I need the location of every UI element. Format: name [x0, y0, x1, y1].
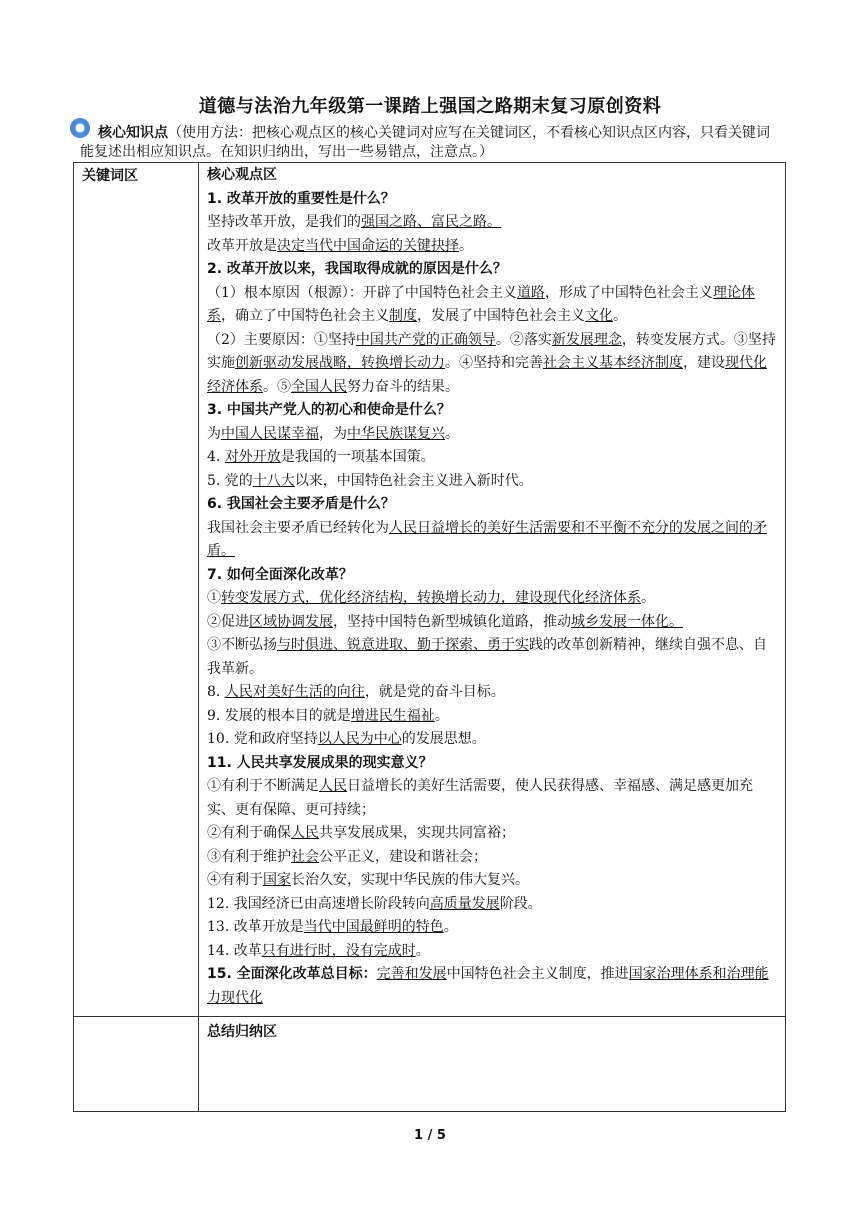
question-3: 3. 中国共产党人的初心和使命是什么？	[207, 402, 451, 418]
question-6: 6. 我国社会主要矛盾是什么？	[207, 496, 395, 512]
question-1: 1. 改革开放的重要性是什么？	[207, 190, 395, 207]
point-9: 9. 发展的根本目的就是增进民生福祉。	[207, 707, 449, 724]
point-12: 12. 我国经济已由高速增长阶段转向高质量发展阶段。	[207, 895, 542, 912]
answer-7-item-1: ①转变发展方式，优化经济结构，转换增长动力，建设现代化经济体系。	[207, 590, 655, 606]
document-title: 道德与法治九年级第一课踏上强国之路期末复习原创资料	[198, 96, 662, 117]
intro-block	[80, 124, 780, 162]
summary-area	[199, 1017, 786, 1112]
summary-header: 总结归纳区	[207, 1024, 277, 1040]
point-14: 14. 改革只有进行时，没有完成时。	[207, 942, 430, 959]
answer-2-main-causes: （2）主要原因：①坚持中国共产党的正确领导。②落实新发展理念，转变发展方式。③坚持实施创新驱动发展战略，转换增长动力。④坚持和完善社会主义基本经济制度，建设现代化经济体系。⑤全国人民努力奋斗的结果。	[207, 331, 776, 395]
page-number: 1 / 5	[414, 1128, 446, 1143]
answer-11-item-2: ②有利于确保人民共享发展成果，实现共同富裕；	[207, 825, 515, 841]
point-4: 4. 对外开放是我国的一项基本国策。	[207, 449, 435, 465]
intro-lead: 核心知识点	[98, 125, 168, 141]
answer-6: 我国社会主要矛盾已经转化为人民日益增长的美好生活需要和不平衡不充分的发展之间的矛盾。	[207, 519, 767, 559]
keyword-column	[74, 163, 199, 1017]
question-7: 7. 如何全面深化改革？	[207, 566, 353, 583]
answer-7-item-3: ③不断弘扬与时俱进、锐意进取、勤于探索、勇于实践的改革创新精神，继续自强不息、自我革新。	[207, 637, 767, 677]
answer-11-item-4: ④有利于国家长治久安，实现中华民族的伟大复兴。	[207, 872, 529, 888]
answer-11-item-1: ①有利于不断满足人民日益增长的美好生活需要，使人民获得感、幸福感、满足感更加充实、更有保障、更可持续；	[207, 778, 753, 818]
point-13: 13. 改革开放是当代中国最鲜明的特色。	[207, 919, 458, 935]
question-11: 11. 人民共享发展成果的现实意义？	[207, 754, 433, 771]
circle-bullet-icon	[70, 118, 90, 138]
answer-1-line-1: 坚持改革开放，是我们的强国之路、富民之路。	[207, 214, 501, 230]
point-5: 5. 党的十八大以来，中国特色社会主义进入新时代。	[207, 472, 533, 489]
point-10: 10. 党和政府坚持以人民为中心的发展思想。	[207, 731, 486, 747]
summary-keyword-cell	[74, 1017, 199, 1112]
answer-3: 为中国人民谋幸福，为中华民族谋复兴。	[207, 425, 459, 442]
core-content	[199, 163, 786, 1017]
core-header: 核心观点区	[207, 167, 277, 183]
keyword-header: 关键词区	[82, 168, 138, 184]
answer-2-root-cause: （1）根本原因（根源）：开辟了中国特色社会主义道路，形成了中国特色社会主义理论体系，确立了中国特色社会主义制度，发展了中国特色社会主义文化。	[207, 284, 755, 324]
answer-11-item-3: ③有利于维护社会公平正义，建设和谐社会；	[207, 848, 487, 865]
review-table	[73, 162, 786, 1112]
point-8: 8. 人民对美好生活的向往，就是党的奋斗目标。	[207, 684, 505, 700]
question-2: 2. 改革开放以来，我国取得成就的原因是什么？	[207, 261, 507, 277]
intro-text: （使用方法：把核心观点区的核心关键词对应写在关键词区，不看核心知识点区内容，只看关键词能复述出相应知识点。在知识归纳出，写出一些易错点，注意点。）	[80, 125, 770, 160]
answer-7-item-2: ②促进区域协调发展，坚持中国特色新型城镇化道路，推动城乡发展一体化。	[207, 613, 683, 630]
point-15: 15. 全面深化改革总目标：完善和发展中国特色社会主义制度，推进国家治理体系和治理能力现代化	[207, 966, 769, 1006]
answer-1-line-2: 改革开放是决定当代中国命运的关键抉择。	[207, 237, 473, 254]
